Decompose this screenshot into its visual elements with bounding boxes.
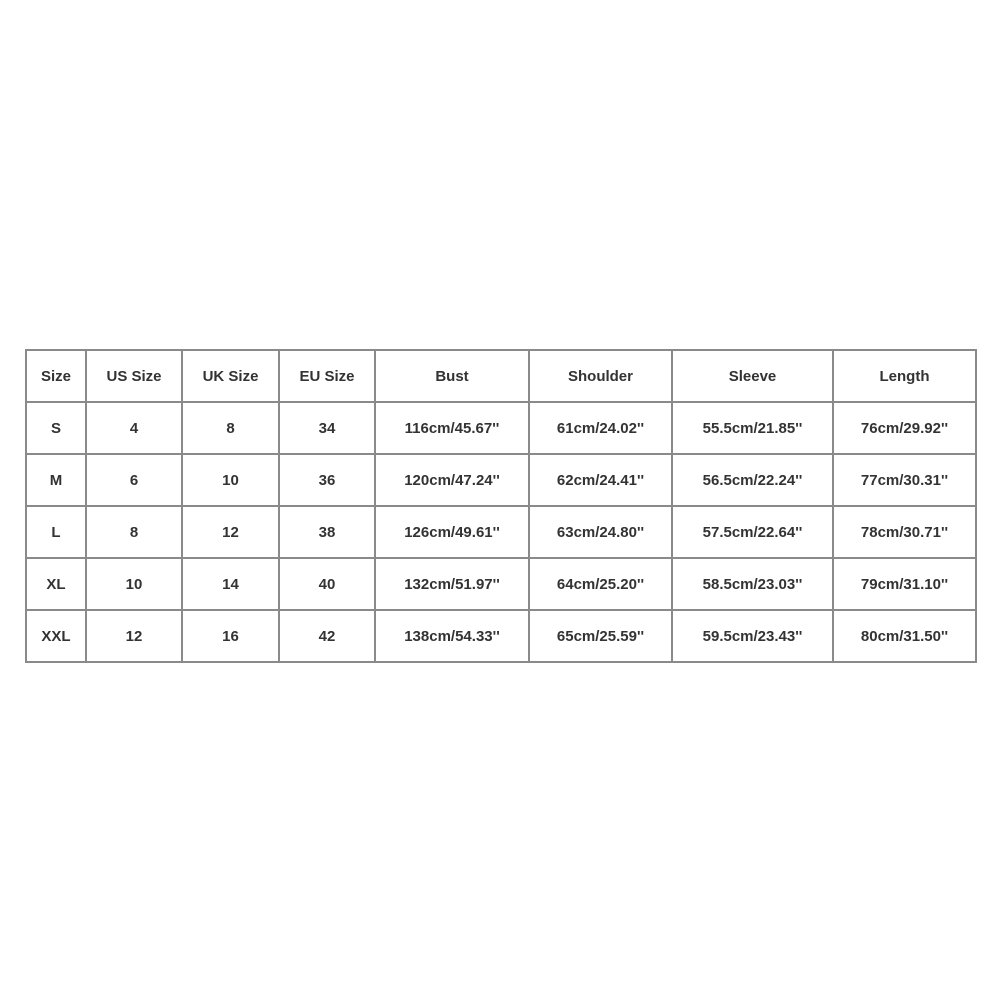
header-cell-bust: Bust [375,350,529,402]
cell-bust: 126cm/49.61'' [375,506,529,558]
cell-size: L [26,506,86,558]
cell-bust: 138cm/54.33'' [375,610,529,662]
cell-eu-size: 36 [279,454,375,506]
cell-size: S [26,402,86,454]
cell-eu-size: 34 [279,402,375,454]
size-chart-table [25,349,977,663]
header-cell-us-size: US Size [86,350,182,402]
table-row [26,402,976,454]
cell-us-size: 4 [86,402,182,454]
cell-uk-size: 14 [182,558,279,610]
cell-shoulder: 62cm/24.41'' [529,454,672,506]
cell-uk-size: 10 [182,454,279,506]
cell-us-size: 10 [86,558,182,610]
header-cell-uk-size: UK Size [182,350,279,402]
cell-length: 80cm/31.50'' [833,610,976,662]
table-row [26,506,976,558]
cell-sleeve: 57.5cm/22.64'' [672,506,833,558]
header-cell-sleeve: Sleeve [672,350,833,402]
cell-shoulder: 64cm/25.20'' [529,558,672,610]
cell-size: XXL [26,610,86,662]
cell-uk-size: 16 [182,610,279,662]
cell-size: M [26,454,86,506]
cell-length: 78cm/30.71'' [833,506,976,558]
cell-bust: 132cm/51.97'' [375,558,529,610]
table-row [26,454,976,506]
cell-eu-size: 40 [279,558,375,610]
cell-length: 76cm/29.92'' [833,402,976,454]
cell-length: 79cm/31.10'' [833,558,976,610]
table-row [26,610,976,662]
cell-eu-size: 38 [279,506,375,558]
cell-us-size: 6 [86,454,182,506]
header-cell-eu-size: EU Size [279,350,375,402]
header-cell-shoulder: Shoulder [529,350,672,402]
cell-sleeve: 55.5cm/21.85'' [672,402,833,454]
cell-shoulder: 65cm/25.59'' [529,610,672,662]
cell-shoulder: 63cm/24.80'' [529,506,672,558]
cell-bust: 116cm/45.67'' [375,402,529,454]
cell-uk-size: 12 [182,506,279,558]
cell-us-size: 12 [86,610,182,662]
table-row [26,558,976,610]
cell-sleeve: 59.5cm/23.43'' [672,610,833,662]
cell-sleeve: 58.5cm/23.03'' [672,558,833,610]
cell-bust: 120cm/47.24'' [375,454,529,506]
header-cell-length: Length [833,350,976,402]
cell-us-size: 8 [86,506,182,558]
cell-size: XL [26,558,86,610]
cell-sleeve: 56.5cm/22.24'' [672,454,833,506]
header-row [26,350,976,402]
header-cell-size: Size [26,350,86,402]
cell-eu-size: 42 [279,610,375,662]
cell-shoulder: 61cm/24.02'' [529,402,672,454]
cell-length: 77cm/30.31'' [833,454,976,506]
cell-uk-size: 8 [182,402,279,454]
